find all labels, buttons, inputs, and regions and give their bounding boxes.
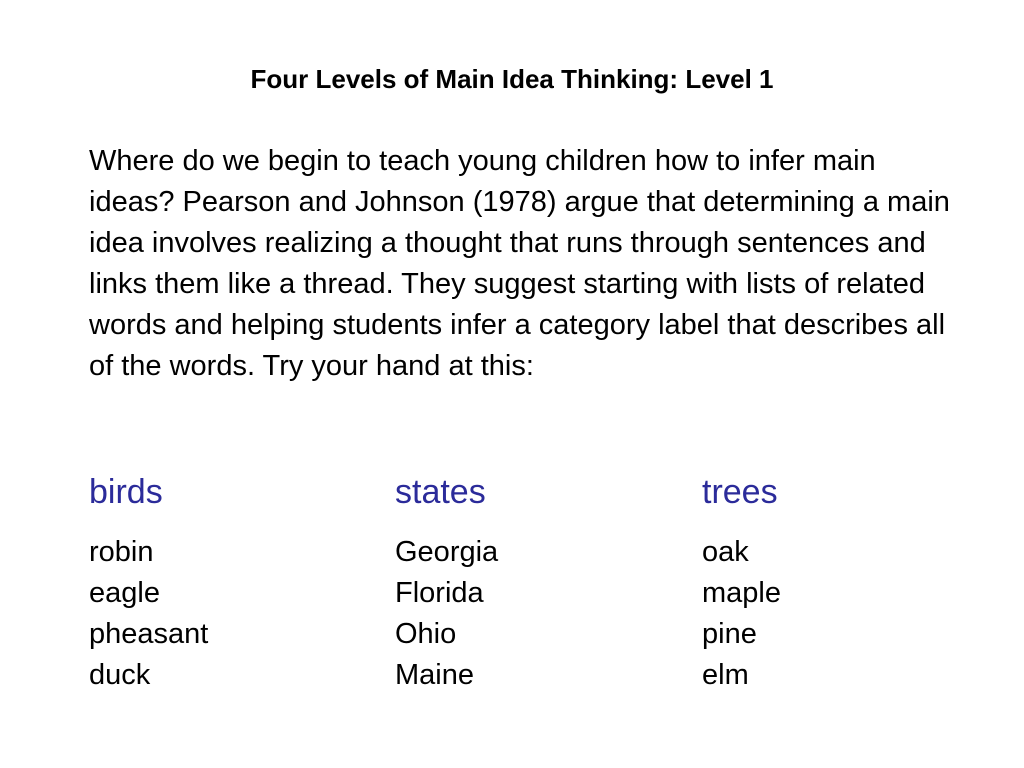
category-column-states — [395, 470, 695, 696]
word-list — [702, 532, 1002, 696]
list-item: duck — [89, 659, 151, 691]
list-item: robin — [89, 536, 154, 568]
category-column-birds — [89, 470, 389, 696]
slide-title: Four Levels of Main Idea Thinking: Level 1 — [250, 64, 774, 94]
category-heading: states — [395, 473, 486, 511]
category-column-trees — [702, 470, 1002, 696]
list-item: Florida — [395, 577, 484, 609]
list-item: oak — [702, 536, 749, 568]
category-heading: trees — [702, 473, 778, 511]
list-item: Maine — [395, 659, 474, 691]
word-list — [395, 532, 695, 696]
list-item: eagle — [89, 577, 160, 609]
word-list — [89, 532, 389, 696]
list-item: maple — [702, 577, 781, 609]
list-item: Georgia — [395, 536, 499, 568]
list-item: pine — [702, 618, 757, 650]
list-item: Ohio — [395, 618, 457, 650]
list-item: pheasant — [89, 618, 209, 650]
list-item: elm — [702, 659, 749, 691]
category-heading: birds — [89, 473, 163, 511]
intro-paragraph: Where do we begin to teach young children how to infer main ideas? Pearson and Johnson (1978) argue that determining a main idea involves realizing a thought that runs through sentences and links them like a thread. They suggest starting with lists of related words and helping students infer a category label that describes all of the words. Try your hand at this: — [89, 145, 950, 382]
